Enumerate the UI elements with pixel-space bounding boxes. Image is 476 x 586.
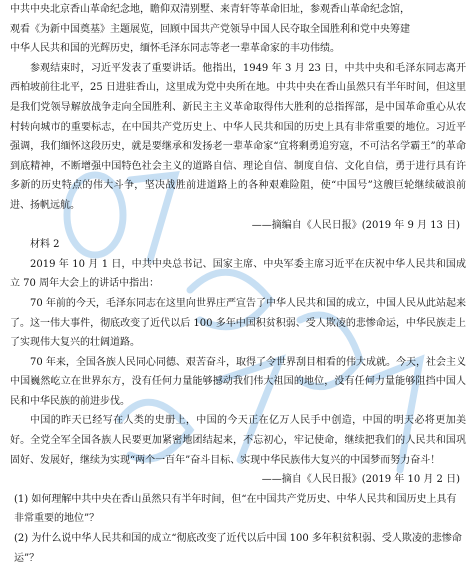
passage1-line1: 中共中央北京香山革命纪念地，瞻仰双清别墅、来青轩等革命旧址，参观香山革命纪念馆， [10,4,410,15]
material2-intro: 2019 年 10 月 1 日，中共中央总书记、国家主席、中央军委主席习近平在庆祝中华人民共和国成立 70 周年大会上的讲话中指出： [10,258,466,290]
passage1-line2: 观看《为新中国奠基》主题展览，回顾中国共产党领导中国人民夺取全国胜利和党中央筹建 [10,23,410,35]
question-2: (2) 为什么说中华人民共和国的成立“彻底改变了近代以后中国 100 多年积贫积弱、受人欺凌的悲惨命运”？ [14,533,462,564]
material2-paragraph-1: 70 年前的今天，毛泽东同志在这里向世界庄严宣告了中华人民共和国的成立，中国人民从此站起来了。这一伟大事件，彻底改变了近代以后 100 多年中国积贫积弱、受人欺凌的悲惨命运，中华民族走上了实现伟大复兴的壮阔道路。 [10,297,466,349]
material2-paragraph-3: 中国的昨天已经写在人类的史册上，中国的今天正在亿万人民手中创造，中国的明天必将更加美好。全党全军全国各族人民要更加紧密地团结起来，不忘初心，牢记使命，继续把我们的人民共和国巩固好、发展好，继续为实现“两个一百年”奋斗目标、实现中华民族伟大复兴的中国梦而努力奋斗！ [10,415,466,466]
material2-source: ——摘自《人民日报》(2019 年 10 月 2 日) [261,474,460,486]
passage1-line3: 中华人民共和国的光辉历史，缅怀毛泽东同志等老一辈革命家的丰功伟绩。 [10,43,340,55]
passage1-source: ——摘编自《人民日报》(2019 年 9 月 13 日) [251,219,460,231]
question-1: (1) 如何理解中共中央在香山虽然只有半年时间，但“在中国共产党历史、中华人民共和国历史上具有非常重要的地位”？ [14,493,457,525]
passage1-paragraph: 参观结束时，习近平发表了重要讲话。他指出，1949 年 3 月 23 日，中共中央和毛泽东同志离开西柏坡前往北平，25 日进驻香山，这里成为党中央所在地。中共中央在香山虽然只有半年时间，但这里是我们党领导解放战争走向全国胜利、新民主主义革命取得伟大胜利的总指挥部，是中国革命重心从农村转向城市的重要标志，在中国共产党历史上、中华人民共和国的历史上具有非常重要的地位。习近平强调，我们缅怀这段历史，就是要继承和发扬老一辈革命家“宜将剩勇追穷寇，不可沽名学霸王”的革命到底精神，不断增强中国特色社会主义的道路自信、理论自信、制度自信、文化自信，勇于进行具有许多新的历史特点的伟大斗争，坚决战胜前进道路上的各种艰难险阻，使“中国号”这艘巨轮继续破浪前进、扬帆远航。 [10,62,466,211]
material2-paragraph-2: 70 年来，全国各族人民同心同德、艰苦奋斗，取得了令世界刮目相看的伟大成就。今天，社会主义中国巍然屹立在世界东方，没有任何力量能够撼动我们伟大祖国的地位，没有任何力量能够阻挡中国人民和中华民族的前进步伐。 [10,356,466,407]
material2-heading: 材料 2 [30,239,60,251]
